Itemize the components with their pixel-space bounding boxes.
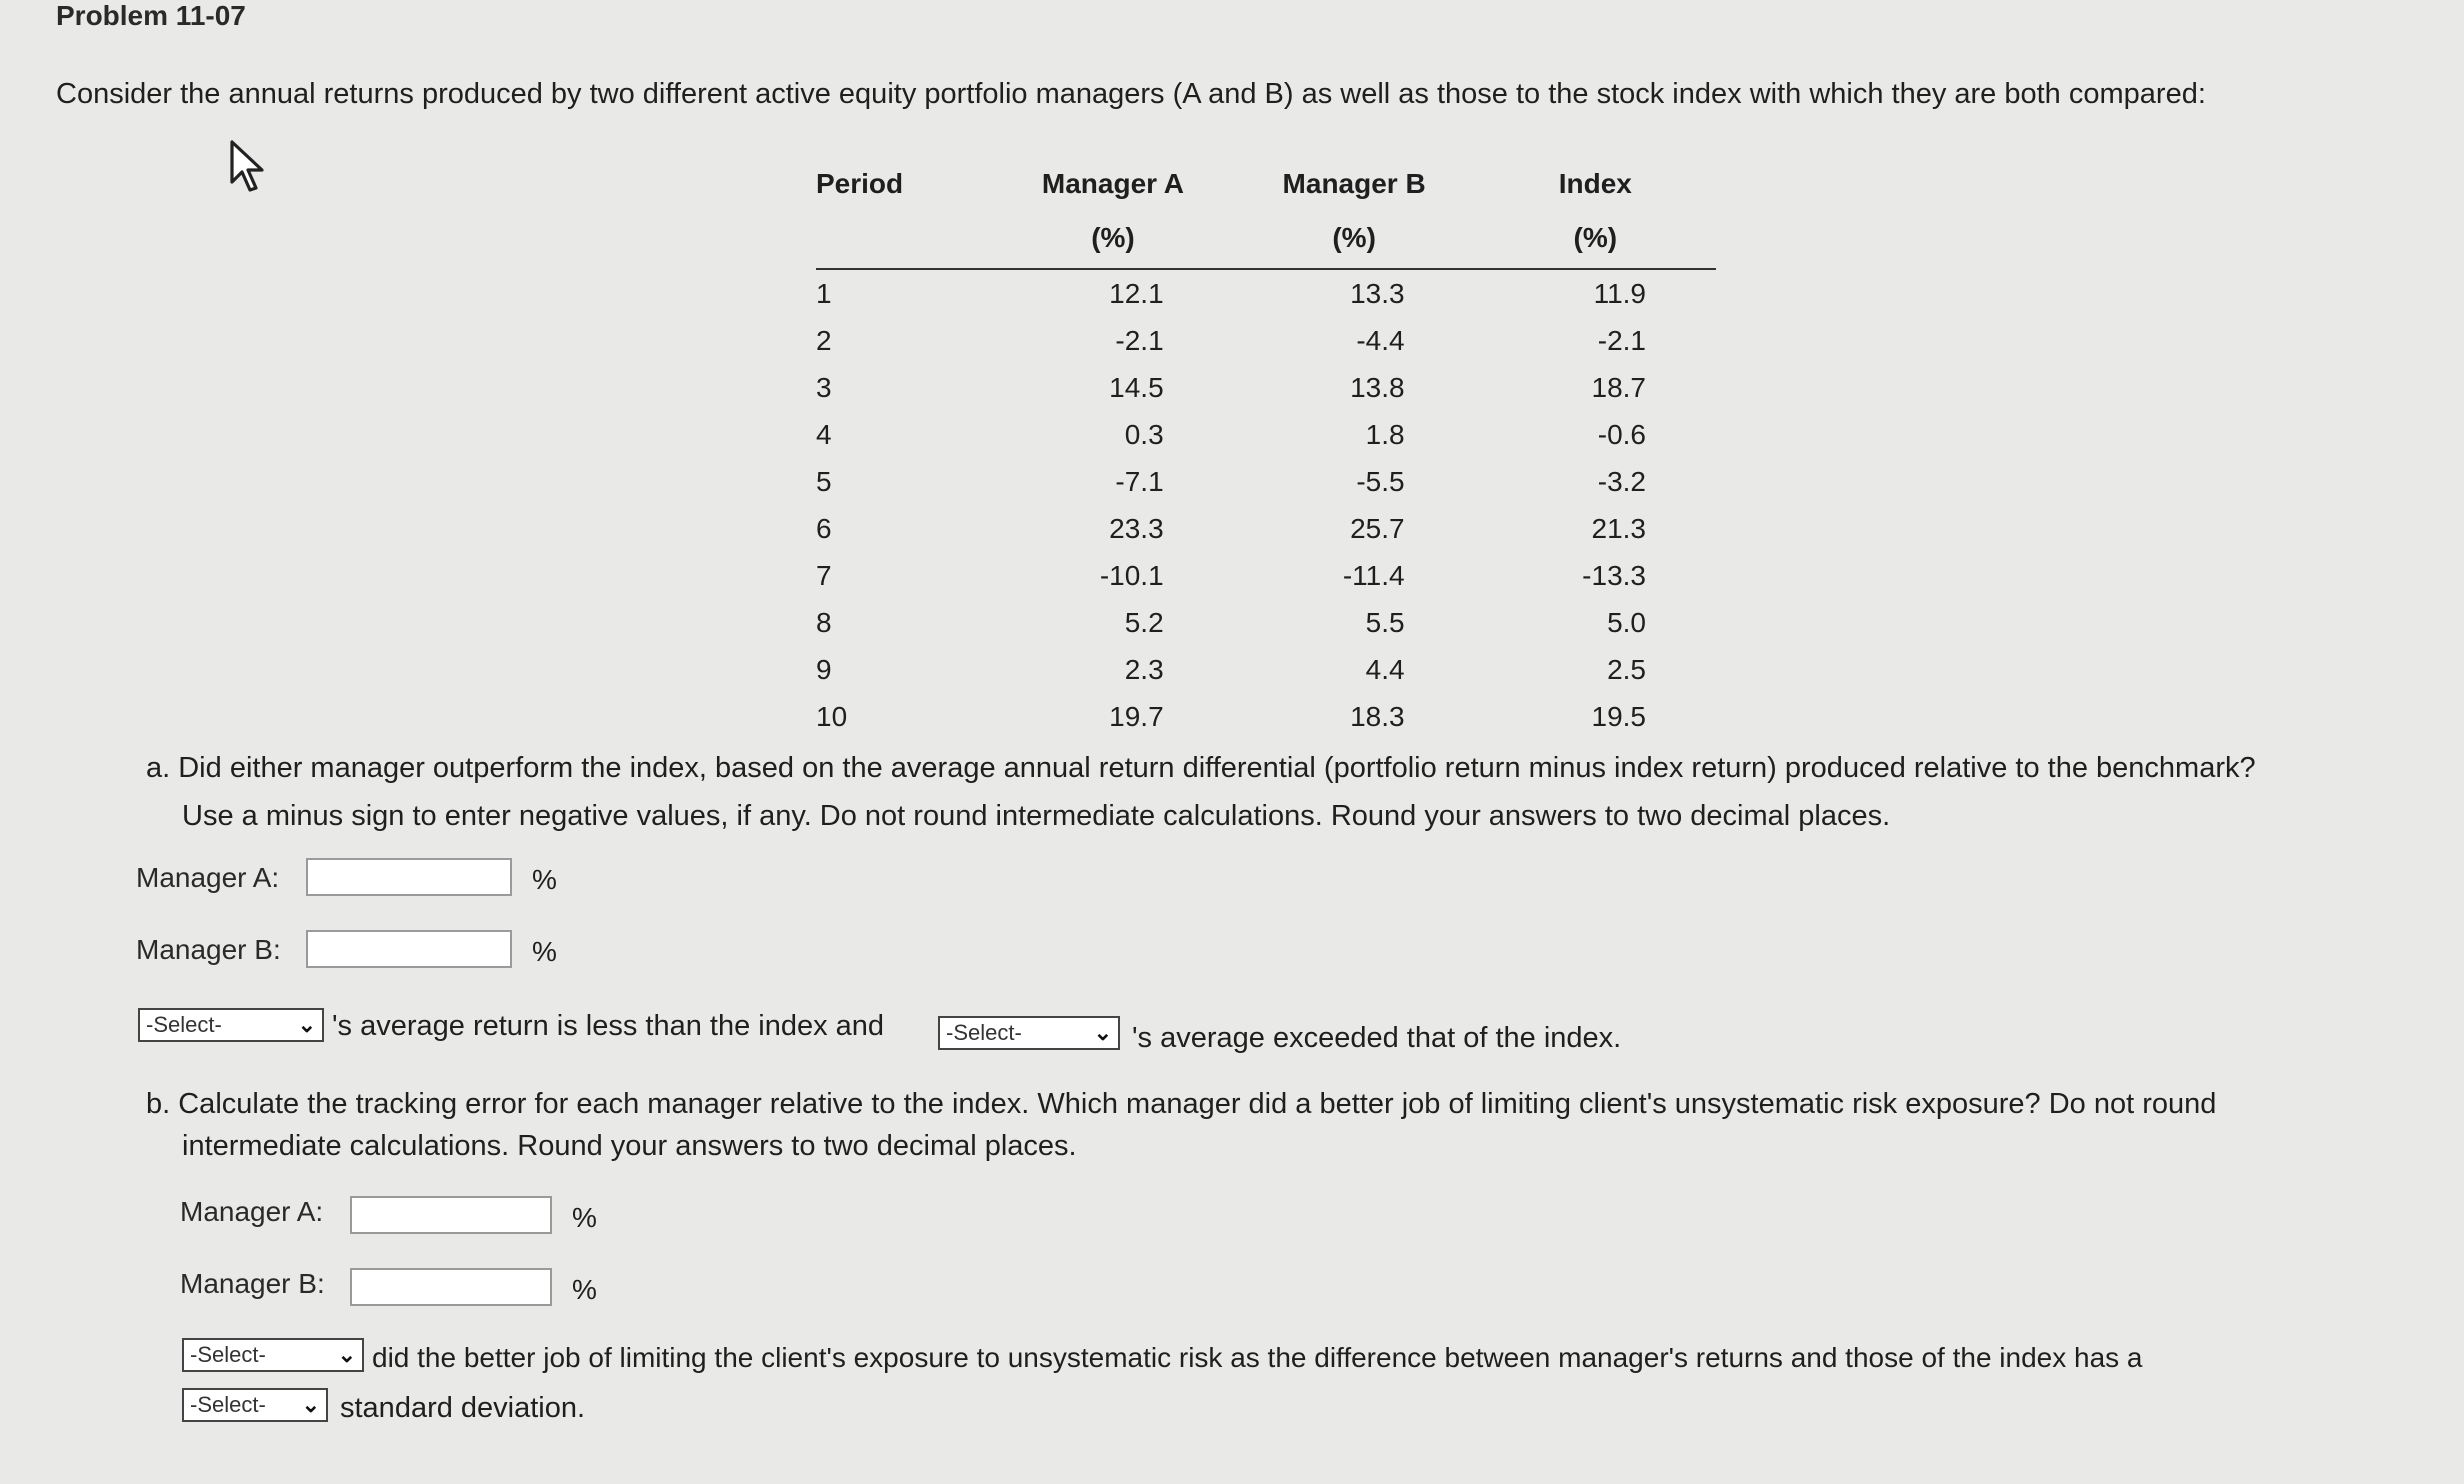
- chevron-down-icon: ⌄: [301, 1392, 320, 1417]
- table-row: [816, 317, 1716, 364]
- table-row: [816, 458, 1716, 505]
- cell-index: -3.2: [1597, 465, 1646, 497]
- cell-manager-b: -5.5: [1356, 465, 1405, 497]
- cell-period: 2: [816, 324, 832, 356]
- cell-manager-a: -10.1: [1099, 559, 1164, 591]
- table-row: [816, 599, 1716, 646]
- cell-manager-a: -7.1: [1115, 465, 1164, 497]
- cell-manager-b: 5.5: [1365, 606, 1405, 638]
- cell-index: 19.5: [1591, 700, 1646, 732]
- cell-period: 9: [816, 653, 832, 685]
- cell-index: 21.3: [1591, 512, 1646, 544]
- problem-intro: Consider the annual returns produced by two different active equity portfolio managers (A and B) as well as those to the stock index with which they are both compared:: [56, 78, 2206, 110]
- part-b-select-better-manager[interactable]: [182, 1338, 364, 1372]
- cell-index: -13.3: [1582, 559, 1646, 591]
- cell-period: 1: [816, 277, 832, 309]
- cell-index: -0.6: [1597, 418, 1646, 450]
- table-row: [816, 364, 1716, 411]
- cell-manager-a: 0.3: [1124, 418, 1164, 450]
- returns-table-body: [816, 269, 1716, 740]
- table-row: [816, 552, 1716, 599]
- cell-manager-a: 14.5: [1109, 371, 1164, 403]
- part-b-select-std-dev[interactable]: [182, 1388, 328, 1422]
- part-a-manager-b-input[interactable]: [306, 930, 512, 968]
- part-a-manager-b-unit: %: [532, 936, 557, 967]
- part-b-manager-a-label: Manager A:: [180, 1196, 324, 1227]
- header-manager-b-unit: (%): [1234, 214, 1475, 269]
- cell-manager-a: -2.1: [1115, 324, 1164, 356]
- part-b-manager-a-input[interactable]: [350, 1196, 552, 1234]
- part-a-question-line2: Use a minus sign to enter negative values, if any. Do not round intermediate calculations. Round your answers to two decimal places.: [182, 800, 1891, 832]
- part-a-manager-b-label: Manager B:: [136, 934, 281, 965]
- table-row: [816, 646, 1716, 693]
- part-b-manager-b-unit: %: [572, 1274, 597, 1305]
- header-period-unit: [816, 214, 992, 269]
- cell-manager-b: 1.8: [1365, 418, 1405, 450]
- cell-period: 3: [816, 371, 832, 403]
- cell-period: 5: [816, 465, 832, 497]
- header-index-unit: (%): [1475, 214, 1716, 269]
- part-b-manager-b-input[interactable]: [350, 1268, 552, 1306]
- cell-period: 7: [816, 559, 832, 591]
- problem-title: Problem 11-07: [56, 0, 246, 31]
- cell-manager-b: 25.7: [1350, 512, 1405, 544]
- header-manager-a-unit: (%): [992, 214, 1233, 269]
- part-a-manager-a-input[interactable]: [306, 858, 512, 896]
- part-b-manager-a-unit: %: [572, 1202, 597, 1233]
- header-index: Index: [1558, 168, 1632, 199]
- cell-manager-a: 23.3: [1109, 512, 1164, 544]
- cell-manager-b: 13.8: [1350, 371, 1405, 403]
- mouse-cursor-icon: [228, 138, 272, 194]
- header-manager-b: Manager B: [1282, 168, 1426, 199]
- cell-manager-a: 12.1: [1109, 277, 1164, 309]
- cell-manager-b: 13.3: [1350, 277, 1405, 309]
- part-b-sentence-1: did the better job of limiting the client's exposure to unsystematic risk as the difference between manager's returns and those of the index has a: [372, 1342, 2143, 1373]
- header-manager-a: Manager A: [1041, 168, 1185, 199]
- cell-manager-a: 2.3: [1124, 653, 1164, 685]
- chevron-down-icon: ⌄: [1093, 1020, 1112, 1045]
- cell-index: 11.9: [1593, 277, 1646, 309]
- table-row: [816, 411, 1716, 458]
- cell-manager-b: -11.4: [1342, 559, 1405, 591]
- select-value: -Select-: [190, 1342, 266, 1367]
- table-row: [816, 693, 1716, 740]
- part-a-sentence-mid: 's average return is less than the index and: [332, 1010, 885, 1042]
- select-value: -Select-: [190, 1392, 266, 1417]
- cell-manager-b: 4.4: [1365, 653, 1405, 685]
- part-a-question-line1: a. Did either manager outperform the index, based on the average annual return differential (portfolio return minus index return) produced relative to the benchmark?: [146, 752, 2256, 784]
- cell-manager-a: 19.7: [1109, 700, 1164, 732]
- cell-index: 2.5: [1607, 653, 1646, 685]
- cell-period: 10: [816, 700, 848, 732]
- select-value: -Select-: [146, 1012, 222, 1037]
- cell-period: 6: [816, 512, 832, 544]
- cell-period: 8: [816, 606, 832, 638]
- cell-period: 4: [816, 418, 832, 450]
- cell-index: 5.0: [1607, 606, 1646, 638]
- cell-index: -2.1: [1597, 324, 1646, 356]
- table-row: [816, 269, 1716, 317]
- cell-manager-b: -4.4: [1356, 324, 1405, 356]
- part-a-manager-a-label: Manager A:: [136, 862, 280, 893]
- part-a-sentence-end: 's average exceeded that of the index.: [1132, 1022, 1622, 1054]
- table-row: [816, 505, 1716, 552]
- part-b-question-line1: b. Calculate the tracking error for each manager relative to the index. Which manager did a better job of limiting client's unsystematic risk exposure? Do not round: [146, 1088, 2217, 1120]
- chevron-down-icon: ⌄: [337, 1342, 356, 1367]
- cell-index: 18.7: [1591, 371, 1646, 403]
- part-a-select-underperformer[interactable]: [138, 1008, 324, 1042]
- part-a-select-outperformer[interactable]: [938, 1016, 1120, 1050]
- part-b-manager-b-label: Manager B:: [180, 1268, 325, 1299]
- select-value: -Select-: [946, 1020, 1022, 1045]
- header-period: Period: [816, 168, 904, 199]
- returns-table: [816, 160, 1716, 740]
- cell-manager-b: 18.3: [1350, 700, 1405, 732]
- part-b-question-line2: intermediate calculations. Round your answers to two decimal places.: [182, 1130, 1077, 1162]
- part-b-sentence-2: standard deviation.: [340, 1392, 586, 1424]
- cell-manager-a: 5.2: [1124, 606, 1164, 638]
- returns-table-container: [816, 160, 1716, 740]
- chevron-down-icon: ⌄: [297, 1012, 316, 1037]
- part-a-manager-a-unit: %: [532, 864, 557, 895]
